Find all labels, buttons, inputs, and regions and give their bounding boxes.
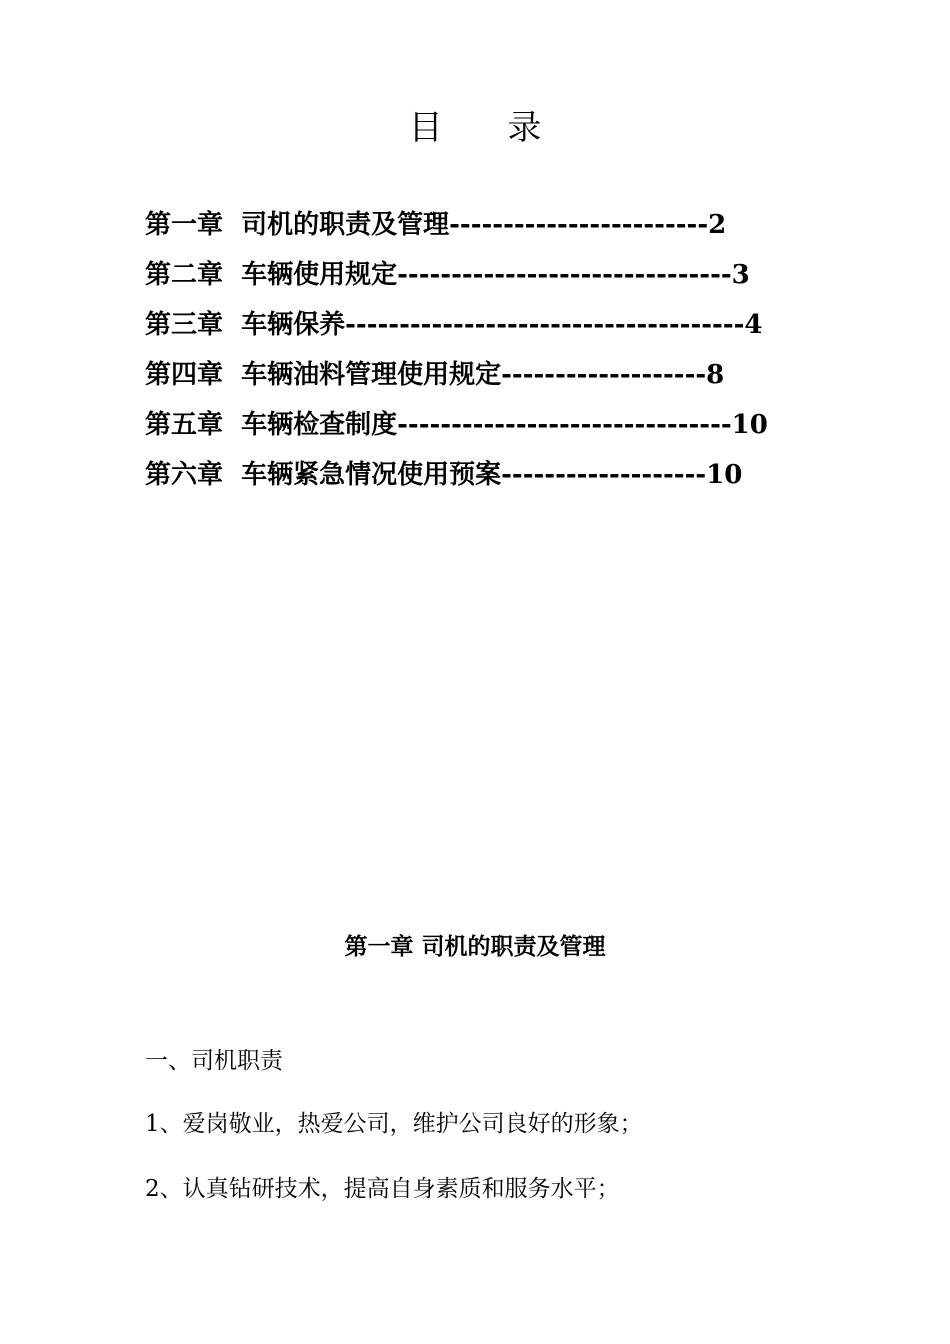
toc-entry-5[interactable]: [145, 400, 845, 450]
toc-leader: -------------------------------------: [345, 310, 745, 340]
toc-chapter-title: 车辆检查制度: [241, 410, 398, 440]
toc-chapter-number: 第一章: [145, 210, 224, 240]
chapter-heading: 第一章 司机的职责及管理: [344, 933, 606, 960]
toc-leader: -------------------------------: [397, 260, 732, 290]
paragraph: 1、爱岗敬业，热爱公司，维护公司良好的形象；: [145, 1111, 643, 1137]
toc-page-number: 3: [731, 260, 750, 290]
toc-page-number: 2: [708, 210, 727, 240]
toc-leader: -------------------: [501, 360, 707, 390]
toc-chapter-title: 车辆保养: [241, 310, 346, 340]
toc-chapter-number: 第六章: [145, 460, 224, 490]
toc-page-number: 4: [744, 310, 763, 340]
section-heading: 一、司机职责: [145, 1048, 283, 1074]
toc-chapter-number: 第三章: [145, 310, 224, 340]
toc-leader: -------------------------------: [397, 410, 732, 440]
toc-leader: ------------------------: [449, 210, 709, 240]
toc-title: 目 录: [408, 108, 542, 148]
toc-page-number: 10: [706, 460, 743, 490]
toc-chapter-title: 车辆使用规定: [241, 260, 398, 290]
toc-entry-4[interactable]: [145, 350, 845, 400]
toc-chapter-title: 车辆油料管理使用规定: [241, 360, 502, 390]
toc-chapter-number: 第五章: [145, 410, 224, 440]
toc-page-number: 10: [731, 410, 768, 440]
toc-entry-2[interactable]: [145, 250, 845, 300]
toc-leader: -------------------: [501, 460, 707, 490]
toc-entry-3[interactable]: [145, 300, 845, 350]
table-of-contents: [145, 200, 845, 500]
toc-entry-6[interactable]: [145, 450, 845, 500]
toc-chapter-title: 司机的职责及管理: [241, 210, 450, 240]
toc-chapter-title: 车辆紧急情况使用预案: [241, 460, 502, 490]
toc-page-number: 8: [706, 360, 725, 390]
paragraph: 2、认真钻研技术，提高自身素质和服务水平；: [145, 1176, 620, 1202]
toc-entry-1[interactable]: [145, 200, 845, 250]
toc-chapter-number: 第二章: [145, 260, 224, 290]
toc-chapter-number: 第四章: [145, 360, 224, 390]
